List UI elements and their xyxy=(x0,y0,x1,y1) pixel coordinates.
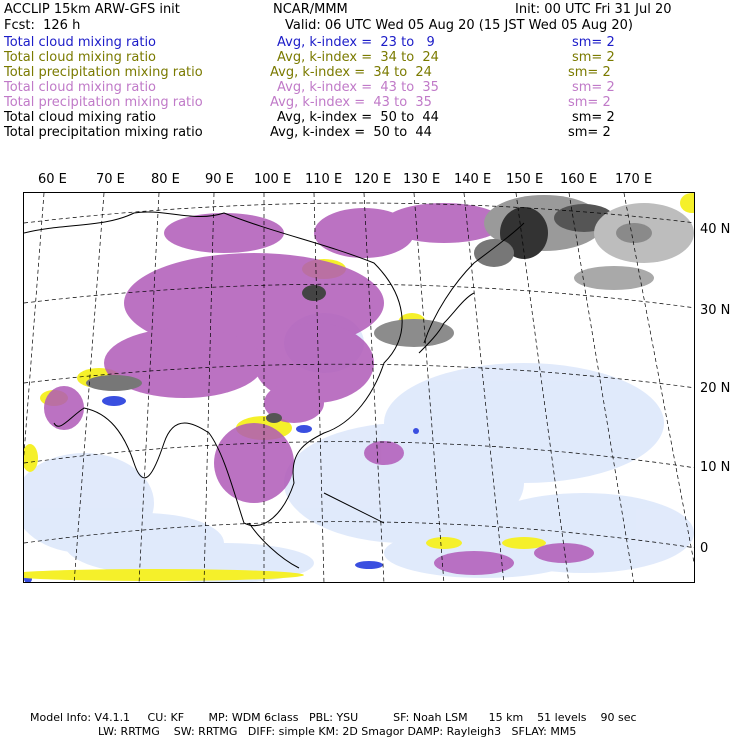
legend-sm-6: sm= 2 xyxy=(572,110,615,125)
legend-sm-5: sm= 2 xyxy=(568,95,611,110)
map-panel xyxy=(23,192,695,583)
legend-sm-3: sm= 2 xyxy=(568,65,611,80)
lat-label: 10 N xyxy=(700,460,731,475)
legend-avg-3: Avg, k-index = 34 to 24 xyxy=(270,65,432,80)
legend-field-7: Total precipitation mixing ratio xyxy=(4,125,203,140)
lon-label: 70 E xyxy=(96,172,125,187)
legend-avg-7: Avg, k-index = 50 to 44 xyxy=(270,125,432,140)
lon-label: 100 E xyxy=(254,172,292,187)
legend-field-6: Total cloud mixing ratio xyxy=(4,110,157,125)
legend-field-3: Total precipitation mixing ratio xyxy=(4,65,203,80)
lon-label: 120 E xyxy=(354,172,392,187)
lat-label: 40 N xyxy=(700,222,731,237)
model-info-line1: Model Info: V4.1.1 CU: KF MP: WDM 6class PBL: YSU SF: Noah LSM 15 km 51 levels 90 sec xyxy=(30,711,637,724)
valid-time: Valid: 06 UTC Wed 05 Aug 20 (15 JST Wed 05 Aug 20) xyxy=(285,18,633,33)
lat-label: 20 N xyxy=(700,381,731,396)
legend-avg-5: Avg, k-index = 43 to 35 xyxy=(270,95,432,110)
legend-sm-2: sm= 2 xyxy=(572,50,615,65)
model-info-line2: LW: RRTMG SW: RRTMG DIFF: simple KM: 2D Smagor DAMP: Rayleigh3 SFLAY: MM5 xyxy=(98,725,577,738)
legend-avg-2: Avg, k-index = 34 to 24 xyxy=(277,50,439,65)
lon-label: 140 E xyxy=(454,172,492,187)
lon-label: 110 E xyxy=(305,172,343,187)
init-time: Init: 00 UTC Fri 31 Jul 20 xyxy=(515,2,672,17)
lon-label: 150 E xyxy=(506,172,544,187)
org-label: NCAR/MMM xyxy=(273,2,348,17)
legend-field-2: Total cloud mixing ratio xyxy=(4,50,157,65)
legend-sm-4: sm= 2 xyxy=(572,80,615,95)
legend-field-5: Total precipitation mixing ratio xyxy=(4,95,203,110)
legend-field-4: Total cloud mixing ratio xyxy=(4,80,157,95)
lat-label: 0 xyxy=(700,541,709,556)
model-title: ACCLIP 15km ARW-GFS init xyxy=(4,2,180,17)
forecast-hour: Fcst: 126 h xyxy=(4,18,81,33)
map-canvas xyxy=(24,193,695,583)
lon-label: 80 E xyxy=(151,172,180,187)
legend-field-1: Total cloud mixing ratio xyxy=(4,35,157,50)
lon-label: 90 E xyxy=(205,172,234,187)
lat-label: 30 N xyxy=(700,303,731,318)
lon-label: 60 E xyxy=(38,172,67,187)
legend-avg-4: Avg, k-index = 43 to 35 xyxy=(277,80,439,95)
legend-avg-1: Avg, k-index = 23 to 9 xyxy=(277,35,435,50)
lon-label: 160 E xyxy=(560,172,598,187)
lon-label: 130 E xyxy=(403,172,441,187)
lon-label: 170 E xyxy=(615,172,653,187)
legend-avg-6: Avg, k-index = 50 to 44 xyxy=(277,110,439,125)
legend-sm-7: sm= 2 xyxy=(568,125,611,140)
legend-sm-1: sm= 2 xyxy=(572,35,615,50)
